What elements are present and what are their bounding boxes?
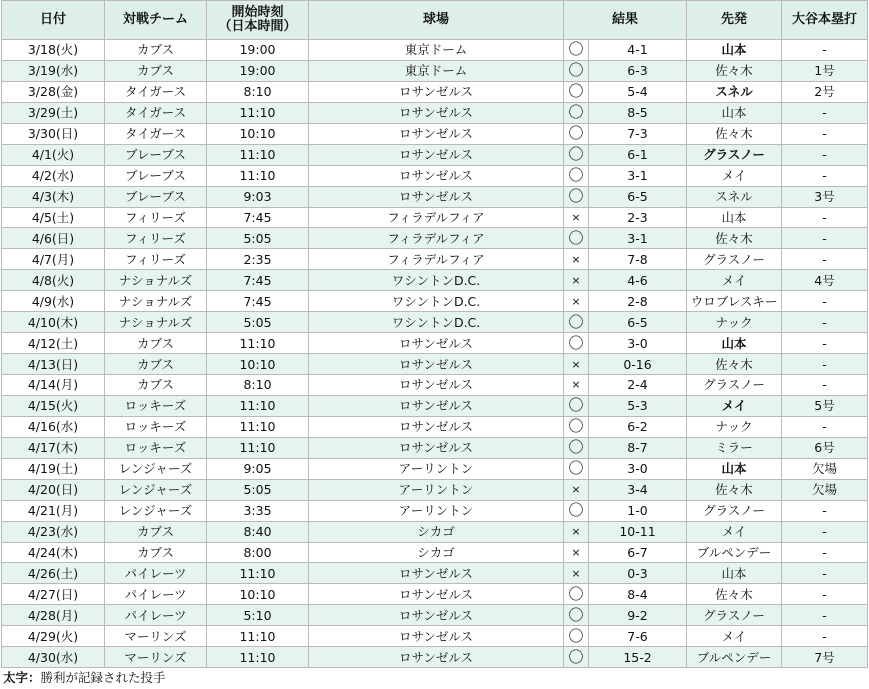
opponent-cell: パイレーツ [105, 584, 207, 605]
table-row [2, 416, 868, 437]
header-start-time [207, 1, 309, 40]
ohtani-hr-cell: 欠場 [782, 458, 868, 479]
ohtani-hr-cell: - [782, 605, 868, 626]
date-cell: 3/29(土) [2, 102, 105, 123]
score-cell: 6-2 [589, 416, 687, 437]
starter-cell: 佐々木 [687, 354, 782, 375]
score-cell: 4-1 [589, 40, 687, 61]
ohtani-hr-cell: 1号 [782, 60, 868, 81]
starter-cell: ナック [687, 416, 782, 437]
date-cell: 4/5(土) [2, 207, 105, 228]
score-cell: 3-0 [589, 333, 687, 354]
result-mark-cell: × [564, 354, 589, 375]
table-row [2, 500, 868, 521]
score-cell: 2-8 [589, 291, 687, 312]
opponent-cell: フィリーズ [105, 228, 207, 249]
date-cell: 3/28(金) [2, 81, 105, 102]
ohtani-hr-cell: - [782, 228, 868, 249]
header-start-time-line1: 開始時刻 [231, 5, 284, 20]
start-time-cell: 11:10 [207, 395, 309, 416]
start-time-cell: 11:10 [207, 416, 309, 437]
venue-cell: アーリントン [309, 500, 564, 521]
date-cell: 4/30(水) [2, 647, 105, 668]
venue-cell: ロサンゼルス [309, 186, 564, 207]
start-time-cell: 11:10 [207, 563, 309, 584]
score-cell: 3-4 [589, 479, 687, 500]
result-mark-cell: 〇 [564, 165, 589, 186]
table-row [2, 563, 868, 584]
opponent-cell: マーリンズ [105, 647, 207, 668]
table-row [2, 605, 868, 626]
result-mark-cell: 〇 [564, 144, 589, 165]
result-mark-cell: × [564, 207, 589, 228]
footnote [3, 670, 869, 686]
result-mark-cell: 〇 [564, 102, 589, 123]
venue-cell: シカゴ [309, 542, 564, 563]
opponent-cell: ブレーブス [105, 144, 207, 165]
starter-cell: グラスノー [687, 249, 782, 270]
opponent-cell: ナショナルズ [105, 312, 207, 333]
header-starter: 先発 [687, 1, 782, 40]
score-cell: 3-1 [589, 228, 687, 249]
venue-cell: アーリントン [309, 479, 564, 500]
ohtani-hr-cell: - [782, 333, 868, 354]
result-mark-cell: 〇 [564, 123, 589, 144]
opponent-cell: ナショナルズ [105, 291, 207, 312]
footnote-label: 太字： [3, 670, 41, 686]
date-cell: 4/8(火) [2, 270, 105, 291]
starter-cell: メイ [687, 626, 782, 647]
result-mark-cell: 〇 [564, 605, 589, 626]
venue-cell: ワシントンD.C. [309, 291, 564, 312]
date-cell: 4/19(土) [2, 458, 105, 479]
starter-cell: 山本 [687, 40, 782, 61]
ohtani-hr-cell: - [782, 291, 868, 312]
result-mark-cell: 〇 [564, 40, 589, 61]
score-cell: 4-6 [589, 270, 687, 291]
result-mark-cell: 〇 [564, 500, 589, 521]
date-cell: 3/18(火) [2, 40, 105, 61]
opponent-cell: パイレーツ [105, 605, 207, 626]
schedule-body [2, 40, 868, 668]
date-cell: 4/15(火) [2, 395, 105, 416]
score-cell: 5-3 [589, 395, 687, 416]
venue-cell: ワシントンD.C. [309, 312, 564, 333]
start-time-cell: 11:10 [207, 144, 309, 165]
date-cell: 4/17(木) [2, 437, 105, 458]
starter-cell: ウロブレスキー [687, 291, 782, 312]
score-cell: 0-16 [589, 354, 687, 375]
start-time-cell: 19:00 [207, 60, 309, 81]
ohtani-hr-cell: - [782, 102, 868, 123]
opponent-cell: フィリーズ [105, 249, 207, 270]
date-cell: 4/7(月) [2, 249, 105, 270]
venue-cell: 東京ドーム [309, 40, 564, 61]
start-time-cell: 11:10 [207, 647, 309, 668]
starter-cell: スネル [687, 81, 782, 102]
ohtani-hr-cell: - [782, 584, 868, 605]
venue-cell: フィラデルフィア [309, 207, 564, 228]
start-time-cell: 11:10 [207, 333, 309, 354]
ohtani-hr-cell: - [782, 521, 868, 542]
starter-cell: 佐々木 [687, 123, 782, 144]
ohtani-hr-cell: - [782, 563, 868, 584]
start-time-cell: 8:40 [207, 521, 309, 542]
start-time-cell: 8:10 [207, 81, 309, 102]
venue-cell: ロサンゼルス [309, 584, 564, 605]
score-cell: 2-3 [589, 207, 687, 228]
score-cell: 7-8 [589, 249, 687, 270]
venue-cell: ロサンゼルス [309, 626, 564, 647]
date-cell: 4/14(月) [2, 375, 105, 396]
opponent-cell: タイガース [105, 81, 207, 102]
venue-cell: ロサンゼルス [309, 354, 564, 375]
start-time-cell: 3:35 [207, 500, 309, 521]
date-cell: 4/9(水) [2, 291, 105, 312]
table-row [2, 144, 868, 165]
venue-cell: ロサンゼルス [309, 605, 564, 626]
ohtani-hr-cell: - [782, 626, 868, 647]
opponent-cell: レンジャーズ [105, 479, 207, 500]
venue-cell: ロサンゼルス [309, 416, 564, 437]
score-cell: 6-5 [589, 312, 687, 333]
table-row [2, 40, 868, 61]
starter-cell: 山本 [687, 207, 782, 228]
venue-cell: ロサンゼルス [309, 165, 564, 186]
score-cell: 6-7 [589, 542, 687, 563]
venue-cell: 東京ドーム [309, 60, 564, 81]
starter-cell: メイ [687, 395, 782, 416]
venue-cell: ロサンゼルス [309, 437, 564, 458]
ohtani-hr-cell: 2号 [782, 81, 868, 102]
date-cell: 4/21(月) [2, 500, 105, 521]
ohtani-hr-cell: - [782, 207, 868, 228]
result-mark-cell: × [564, 479, 589, 500]
venue-cell: ロサンゼルス [309, 123, 564, 144]
table-row [2, 521, 868, 542]
start-time-cell: 7:45 [207, 207, 309, 228]
date-cell: 4/12(土) [2, 333, 105, 354]
starter-cell: ブルペンデー [687, 542, 782, 563]
result-mark-cell: × [564, 542, 589, 563]
starter-cell: グラスノー [687, 144, 782, 165]
result-mark-cell: 〇 [564, 81, 589, 102]
start-time-cell: 5:05 [207, 228, 309, 249]
ohtani-hr-cell: 欠場 [782, 479, 868, 500]
venue-cell: ロサンゼルス [309, 375, 564, 396]
table-row [2, 626, 868, 647]
start-time-cell: 8:00 [207, 542, 309, 563]
starter-cell: 山本 [687, 102, 782, 123]
starter-cell: メイ [687, 270, 782, 291]
starter-cell: スネル [687, 186, 782, 207]
score-cell: 2-4 [589, 375, 687, 396]
result-mark-cell: 〇 [564, 312, 589, 333]
opponent-cell: タイガース [105, 102, 207, 123]
date-cell: 4/23(水) [2, 521, 105, 542]
opponent-cell: レンジャーズ [105, 500, 207, 521]
starter-cell: グラスノー [687, 605, 782, 626]
header-row [2, 1, 868, 40]
starter-cell: メイ [687, 165, 782, 186]
venue-cell: ワシントンD.C. [309, 270, 564, 291]
starter-cell: 山本 [687, 458, 782, 479]
start-time-cell: 9:05 [207, 458, 309, 479]
table-row [2, 60, 868, 81]
starter-cell: ブルペンデー [687, 647, 782, 668]
result-mark-cell: 〇 [564, 228, 589, 249]
date-cell: 4/26(土) [2, 563, 105, 584]
date-cell: 4/28(月) [2, 605, 105, 626]
date-cell: 3/19(水) [2, 60, 105, 81]
ohtani-hr-cell: - [782, 542, 868, 563]
starter-cell: グラスノー [687, 500, 782, 521]
starter-cell: 佐々木 [687, 228, 782, 249]
ohtani-hr-cell: - [782, 354, 868, 375]
date-cell: 3/30(日) [2, 123, 105, 144]
table-row [2, 102, 868, 123]
table-row [2, 584, 868, 605]
starter-cell: ナック [687, 312, 782, 333]
venue-cell: ロサンゼルス [309, 333, 564, 354]
date-cell: 4/24(木) [2, 542, 105, 563]
ohtani-hr-cell: 7号 [782, 647, 868, 668]
result-mark-cell: 〇 [564, 60, 589, 81]
date-cell: 4/2(水) [2, 165, 105, 186]
table-row [2, 207, 868, 228]
score-cell: 1-0 [589, 500, 687, 521]
result-mark-cell: 〇 [564, 333, 589, 354]
ohtani-hr-cell: 5号 [782, 395, 868, 416]
opponent-cell: カブス [105, 542, 207, 563]
table-row [2, 291, 868, 312]
starter-cell: グラスノー [687, 375, 782, 396]
venue-cell: アーリントン [309, 458, 564, 479]
header-result: 結果 [564, 1, 687, 40]
ohtani-hr-cell: - [782, 375, 868, 396]
opponent-cell: カブス [105, 521, 207, 542]
date-cell: 4/6(日) [2, 228, 105, 249]
header-ohtani-hr: 大谷本塁打 [782, 1, 868, 40]
opponent-cell: ロッキーズ [105, 437, 207, 458]
result-mark-cell: 〇 [564, 395, 589, 416]
score-cell: 6-1 [589, 144, 687, 165]
start-time-cell: 2:35 [207, 249, 309, 270]
score-cell: 6-5 [589, 186, 687, 207]
start-time-cell: 7:45 [207, 291, 309, 312]
venue-cell: ロサンゼルス [309, 102, 564, 123]
start-time-cell: 11:10 [207, 437, 309, 458]
venue-cell: ロサンゼルス [309, 144, 564, 165]
date-cell: 4/1(火) [2, 144, 105, 165]
result-mark-cell: × [564, 375, 589, 396]
score-cell: 9-2 [589, 605, 687, 626]
date-cell: 4/13(日) [2, 354, 105, 375]
opponent-cell: フィリーズ [105, 207, 207, 228]
header-venue: 球場 [309, 1, 564, 40]
result-mark-cell: × [564, 291, 589, 312]
start-time-cell: 11:10 [207, 626, 309, 647]
schedule-table [1, 0, 868, 668]
result-mark-cell: 〇 [564, 437, 589, 458]
ohtani-hr-cell: - [782, 312, 868, 333]
score-cell: 6-3 [589, 60, 687, 81]
date-cell: 4/20(日) [2, 479, 105, 500]
table-row [2, 123, 868, 144]
footnote-text: 勝利が記録された投手 [40, 670, 166, 686]
ohtani-hr-cell: 3号 [782, 186, 868, 207]
ohtani-hr-cell: - [782, 165, 868, 186]
result-mark-cell: × [564, 270, 589, 291]
date-cell: 4/10(木) [2, 312, 105, 333]
start-time-cell: 5:05 [207, 479, 309, 500]
result-mark-cell: 〇 [564, 584, 589, 605]
table-row [2, 479, 868, 500]
table-row [2, 375, 868, 396]
result-mark-cell: × [564, 521, 589, 542]
start-time-cell: 11:10 [207, 165, 309, 186]
result-mark-cell: 〇 [564, 416, 589, 437]
opponent-cell: タイガース [105, 123, 207, 144]
date-cell: 4/3(木) [2, 186, 105, 207]
score-cell: 0-3 [589, 563, 687, 584]
header-opponent: 対戦チーム [105, 1, 207, 40]
table-row [2, 333, 868, 354]
venue-cell: シカゴ [309, 521, 564, 542]
starter-cell: 佐々木 [687, 60, 782, 81]
opponent-cell: カブス [105, 60, 207, 81]
start-time-cell: 19:00 [207, 40, 309, 61]
venue-cell: ロサンゼルス [309, 563, 564, 584]
header-start-time-line2: （日本時間） [218, 19, 297, 34]
result-mark-cell: × [564, 563, 589, 584]
table-row [2, 165, 868, 186]
opponent-cell: マーリンズ [105, 626, 207, 647]
result-mark-cell: × [564, 249, 589, 270]
score-cell: 15-2 [589, 647, 687, 668]
opponent-cell: パイレーツ [105, 563, 207, 584]
starter-cell: 山本 [687, 333, 782, 354]
opponent-cell: レンジャーズ [105, 458, 207, 479]
score-cell: 7-6 [589, 626, 687, 647]
opponent-cell: ロッキーズ [105, 416, 207, 437]
start-time-cell: 11:10 [207, 102, 309, 123]
date-cell: 4/27(日) [2, 584, 105, 605]
result-mark-cell: 〇 [564, 647, 589, 668]
table-row [2, 228, 868, 249]
start-time-cell: 9:03 [207, 186, 309, 207]
venue-cell: フィラデルフィア [309, 228, 564, 249]
result-mark-cell: 〇 [564, 186, 589, 207]
starter-cell: 山本 [687, 563, 782, 584]
score-cell: 8-7 [589, 437, 687, 458]
result-mark-cell: 〇 [564, 458, 589, 479]
opponent-cell: ナショナルズ [105, 270, 207, 291]
opponent-cell: カブス [105, 40, 207, 61]
table-row [2, 312, 868, 333]
ohtani-hr-cell: - [782, 249, 868, 270]
venue-cell: ロサンゼルス [309, 81, 564, 102]
opponent-cell: カブス [105, 354, 207, 375]
ohtani-hr-cell: - [782, 144, 868, 165]
ohtani-hr-cell: 4号 [782, 270, 868, 291]
start-time-cell: 5:05 [207, 312, 309, 333]
score-cell: 5-4 [589, 81, 687, 102]
table-row [2, 81, 868, 102]
starter-cell: メイ [687, 521, 782, 542]
score-cell: 10-11 [589, 521, 687, 542]
starter-cell: 佐々木 [687, 479, 782, 500]
table-row [2, 186, 868, 207]
opponent-cell: カブス [105, 375, 207, 396]
opponent-cell: ロッキーズ [105, 395, 207, 416]
table-row [2, 270, 868, 291]
score-cell: 3-0 [589, 458, 687, 479]
opponent-cell: ブレーブス [105, 186, 207, 207]
start-time-cell: 10:10 [207, 354, 309, 375]
date-cell: 4/16(水) [2, 416, 105, 437]
score-cell: 3-1 [589, 165, 687, 186]
start-time-cell: 10:10 [207, 584, 309, 605]
ohtani-hr-cell: - [782, 123, 868, 144]
venue-cell: フィラデルフィア [309, 249, 564, 270]
ohtani-hr-cell: - [782, 416, 868, 437]
table-row [2, 542, 868, 563]
start-time-cell: 7:45 [207, 270, 309, 291]
opponent-cell: ブレーブス [105, 165, 207, 186]
starter-cell: 佐々木 [687, 584, 782, 605]
header-date: 日付 [2, 1, 105, 40]
table-row [2, 647, 868, 668]
score-cell: 8-4 [589, 584, 687, 605]
start-time-cell: 8:10 [207, 375, 309, 396]
start-time-cell: 5:10 [207, 605, 309, 626]
table-row [2, 354, 868, 375]
result-mark-cell: 〇 [564, 626, 589, 647]
table-row [2, 249, 868, 270]
ohtani-hr-cell: 6号 [782, 437, 868, 458]
opponent-cell: カブス [105, 333, 207, 354]
venue-cell: ロサンゼルス [309, 647, 564, 668]
ohtani-hr-cell: - [782, 500, 868, 521]
start-time-cell: 10:10 [207, 123, 309, 144]
score-cell: 8-5 [589, 102, 687, 123]
score-cell: 7-3 [589, 123, 687, 144]
ohtani-hr-cell: - [782, 40, 868, 61]
table-row [2, 437, 868, 458]
table-row [2, 458, 868, 479]
date-cell: 4/29(火) [2, 626, 105, 647]
venue-cell: ロサンゼルス [309, 395, 564, 416]
table-row [2, 395, 868, 416]
starter-cell: ミラー [687, 437, 782, 458]
